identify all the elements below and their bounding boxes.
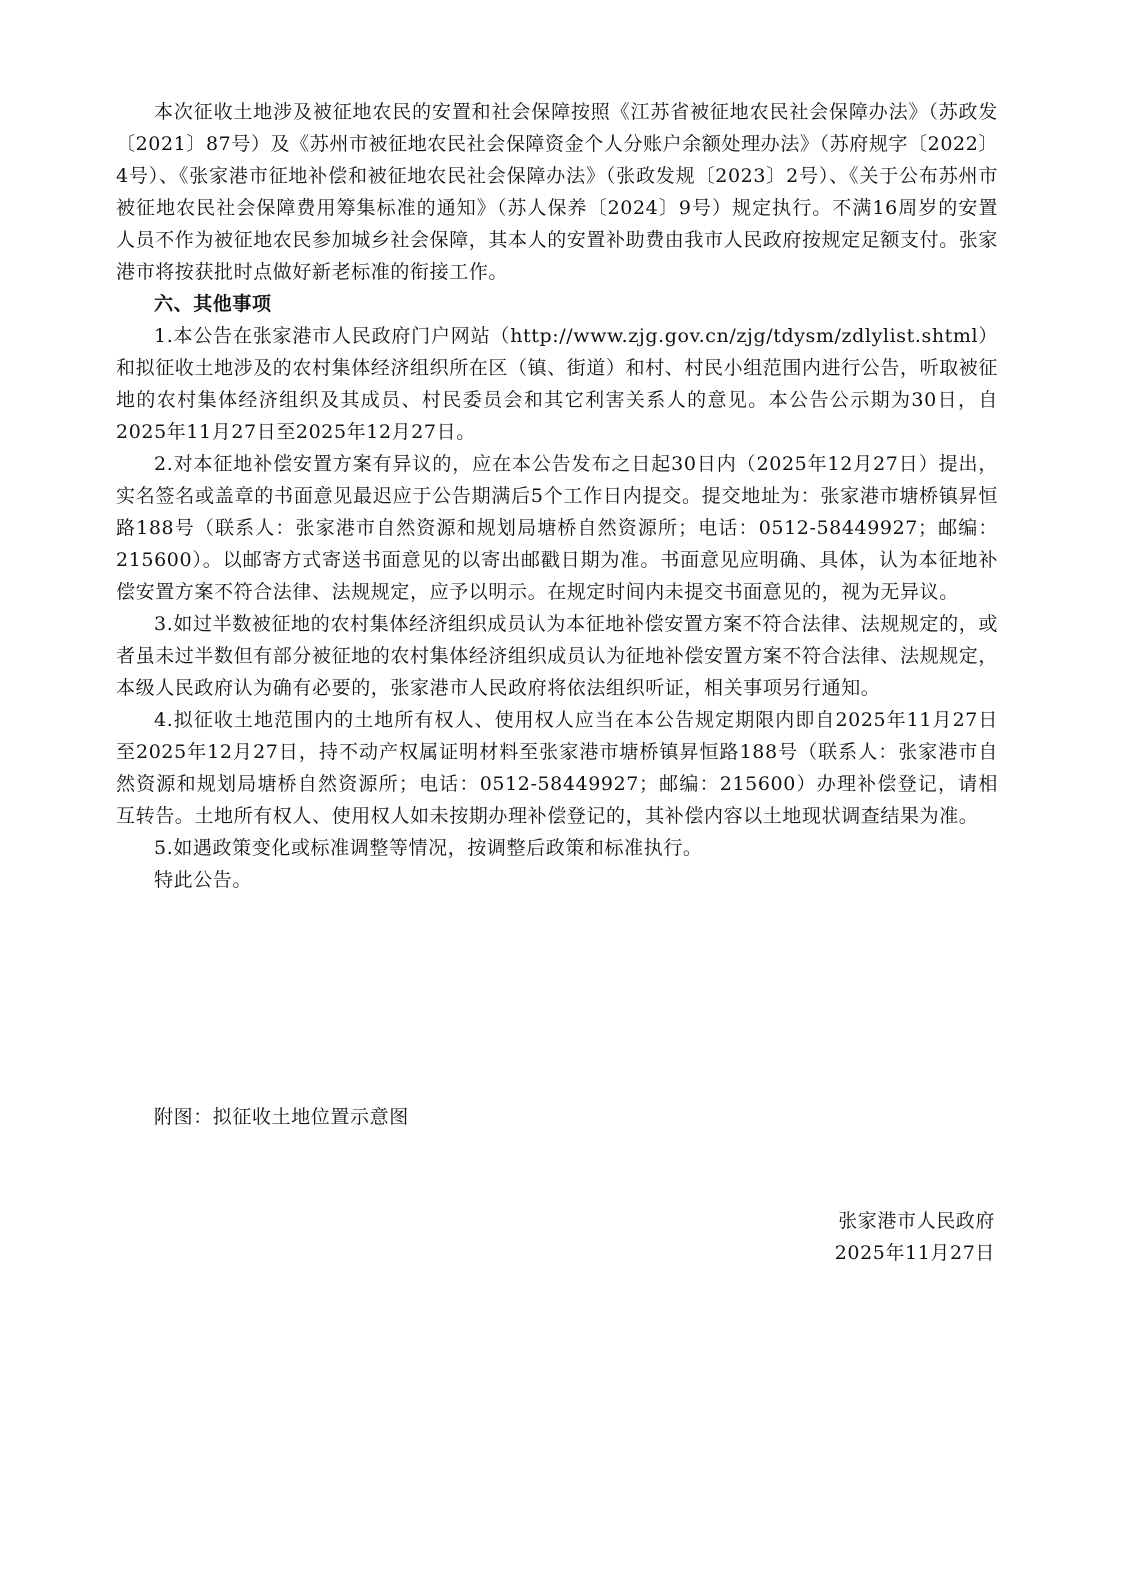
closing-text: 特此公告。 xyxy=(154,869,253,891)
item-5: 5.如遇政策变化或标准调整等情况，按调整后政策和标准执行。 xyxy=(154,837,703,859)
item-1: 1.本公告在张家港市人民政府门户网站（http://www.zjg.gov.cn/zjg/tdysm/zdlylist.shtml）和拟征收土地涉及的农村集体经济组织所在区（镇、街道）和村、村民小组范围内进行公告，听取被征地的农村集体经济组织及其成员、村民委员会和其它利害关系人的意见。本公告公示期为30日，自2025年11月27日至2025年12月27日。 xyxy=(116,325,999,443)
item-2: 2.对本征地补偿安置方案有异议的，应在本公告发布之日起30日内（2025年12月27日）提出，实名签名或盖章的书面意见最迟应于公告期满后5个工作日内提交。提交地址为：张家港市塘桥镇昇恒路188号（联系人：张家港市自然资源和规划局塘桥自然资源所；电话：0512-58449927；邮编：215600）。以邮寄方式寄送书面意见的以寄出邮戳日期为准。书面意见应明确、具体，认为本征地补偿安置方案不符合法律、法规规定，应予以明示。在规定时间内未提交书面意见的，视为无异议。 xyxy=(116,453,998,603)
signature-block xyxy=(835,1205,995,1269)
item-3: 3.如过半数被征地的农村集体经济组织成员认为本征地补偿安置方案不符合法律、法规规定的，或者虽未过半数但有部分被征地的农村集体经济组织成员认为征地补偿安置方案不符合法律、法规规定，本级人民政府认为确有必要的，张家港市人民政府将依法组织听证，相关事项另行通知。 xyxy=(116,613,999,699)
section-heading: 六、其他事项 xyxy=(154,293,272,315)
signature-date: 2025年11月27日 xyxy=(834,1242,995,1264)
document-body xyxy=(116,96,998,896)
item-4: 4.拟征收土地范围内的土地所有权人、使用权人应当在本公告规定期限内即自2025年11月27日至2025年12月27日，持不动产权属证明材料至张家港市塘桥镇昇恒路188号（联系人：张家港市自然资源和规划局塘桥自然资源所；电话：0512-58449927；邮编：215600）办理补偿登记，请相互转告。土地所有权人、使用权人如未按期办理补偿登记的，其补偿内容以土地现状调查结果为准。 xyxy=(116,709,998,827)
paragraph-social-security: 本次征收土地涉及被征地农民的安置和社会保障按照《江苏省被征地农民社会保障办法》（苏政发〔2021〕87号）及《苏州市被征地农民社会保障资金个人分账户余额处理办法》（苏府规字〔2022〕4号）、《张家港市征地补偿和被征地农民社会保障办法》（张政发规〔2023〕2号）、《关于公布苏州市被征地农民社会保障费用筹集标准的通知》（苏人保养〔2024〕9号）规定执行。不满16周岁的安置人员不作为被征地农民参加城乡社会保障，其本人的安置补助费由我市人民政府按规定足额支付。张家港市将按获批时点做好新老标准的衔接工作。 xyxy=(116,101,999,283)
attachment-note: 附图：拟征收土地位置示意图 xyxy=(154,1106,409,1128)
signature-org: 张家港市人民政府 xyxy=(838,1210,995,1232)
